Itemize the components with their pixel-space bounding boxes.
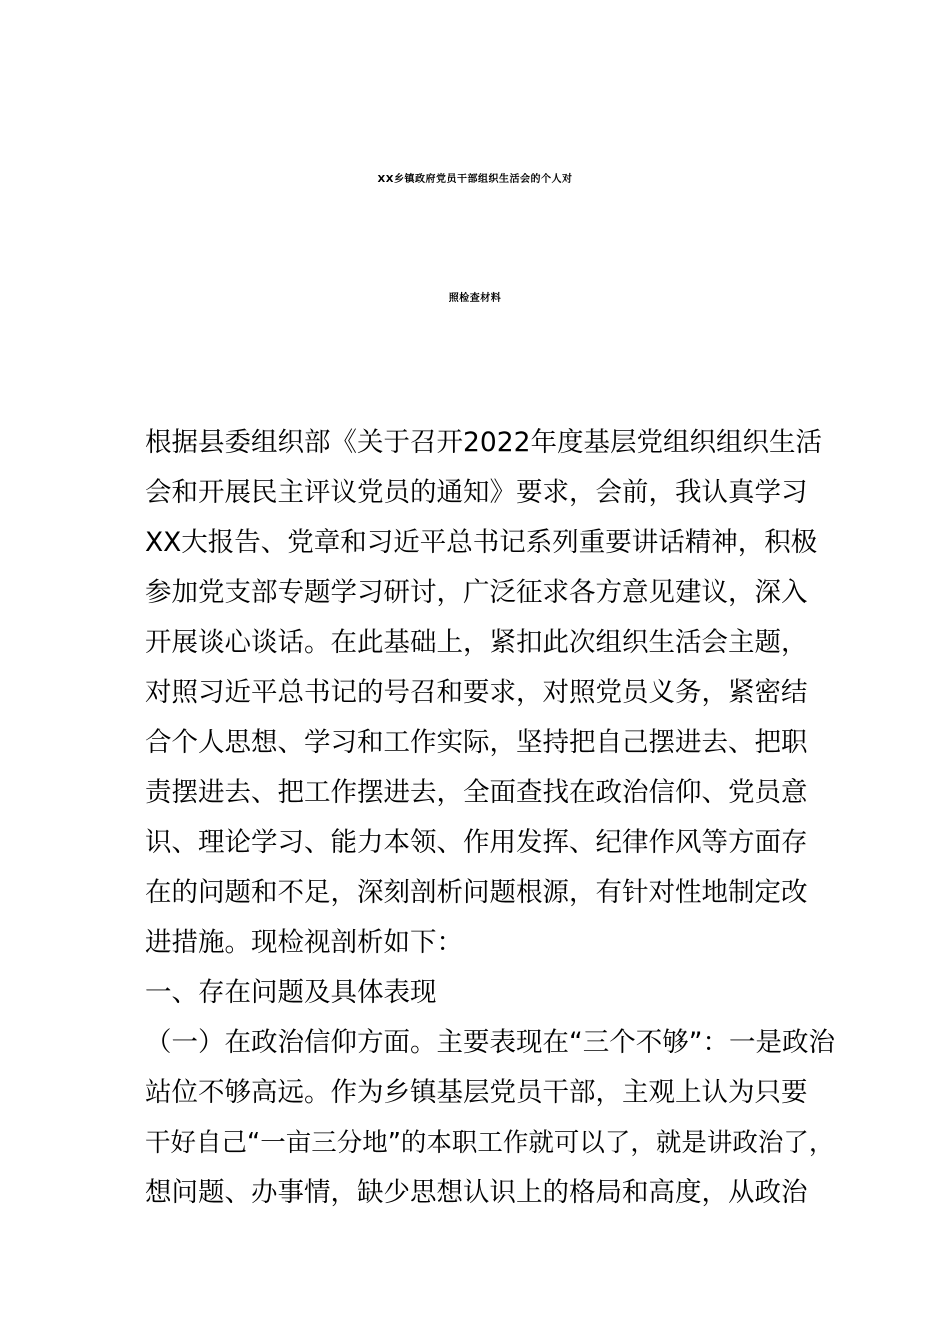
body-line: 合个人思想、学习和工作实际，坚持把自己摆进去、把职 [145,727,808,758]
document-title-line-1: XX乡镇政府党员干部组织生活会的个人对 [377,174,573,185]
body-line: 根据县委组织部《关于召开2022年度基层党组织组织生活 [145,427,822,458]
document-body [145,418,845,1218]
body-line: 开展谈心谈话。在此基础上，紧扣此次组织生活会主题， [145,627,808,658]
body-line: 进措施。现检视剖析如下： [145,927,463,958]
body-line: （一）在政治信仰方面。主要表现在“三个不够”：一是政治 [145,1027,835,1058]
body-line: 在的问题和不足，深刻剖析问题根源，有针对性地制定改 [145,877,808,908]
body-line: 参加党支部专题学习研讨，广泛征求各方意见建议，深入 [145,577,808,608]
body-line: 识、理论学习、能力本领、作用发挥、纪律作风等方面存 [145,827,808,858]
body-line: 站位不够高远。作为乡镇基层党员干部，主观上认为只要 [145,1077,808,1108]
body-line: 想问题、办事情，缺少思想认识上的格局和高度，从政治 [145,1177,808,1208]
document-title-line-2: 照检查材料 [448,293,502,304]
body-line: 会和开展民主评议党员的通知》要求，会前，我认真学习 [145,477,808,508]
body-line: XX大报告、党章和习近平总书记系列重要讲话精神，积极 [145,527,818,558]
section-heading: 一、存在问题及具体表现 [145,977,437,1008]
body-line: 责摆进去、把工作摆进去，全面查找在政治信仰、党员意 [145,777,808,808]
body-line: 对照习近平总书记的号召和要求，对照党员义务，紧密结 [145,677,808,708]
body-line: 干好自己“一亩三分地”的本职工作就可以了，就是讲政治了， [145,1128,835,1158]
